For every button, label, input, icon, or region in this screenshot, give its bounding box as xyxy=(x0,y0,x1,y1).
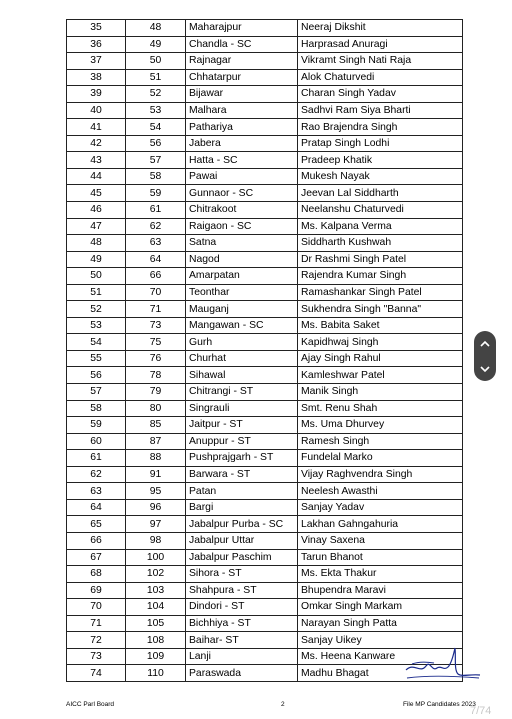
constituency-number-cell: 91 xyxy=(126,466,186,483)
serial-number-cell: 60 xyxy=(67,433,126,450)
constituency-name-cell: Pushprajgarh - ST xyxy=(186,450,298,467)
candidate-name-cell: Neeraj Dikshit xyxy=(298,20,463,37)
constituency-number-cell: 87 xyxy=(126,433,186,450)
constituency-number-cell: 61 xyxy=(126,202,186,219)
serial-number-cell: 52 xyxy=(67,301,126,318)
serial-number-cell: 71 xyxy=(67,615,126,632)
constituency-number-cell: 110 xyxy=(126,665,186,682)
serial-number-cell: 65 xyxy=(67,516,126,533)
serial-number-cell: 47 xyxy=(67,218,126,235)
constituency-name-cell: Jabera xyxy=(186,135,298,152)
constituency-name-cell: Amarpatan xyxy=(186,268,298,285)
constituency-name-cell: Chandla - SC xyxy=(186,36,298,53)
table-row xyxy=(67,36,463,53)
table-row xyxy=(67,450,463,467)
constituency-name-cell: Maharajpur xyxy=(186,20,298,37)
serial-number-cell: 35 xyxy=(67,20,126,37)
constituency-name-cell: Teonthar xyxy=(186,284,298,301)
constituency-number-cell: 79 xyxy=(126,384,186,401)
table-row xyxy=(67,433,463,450)
serial-number-cell: 73 xyxy=(67,648,126,665)
constituency-name-cell: Jabalpur Purba - SC xyxy=(186,516,298,533)
table-row xyxy=(67,350,463,367)
serial-number-cell: 63 xyxy=(67,483,126,500)
constituency-number-cell: 62 xyxy=(126,218,186,235)
table-row xyxy=(67,202,463,219)
constituency-name-cell: Anuppur - ST xyxy=(186,433,298,450)
constituency-number-cell: 102 xyxy=(126,566,186,583)
candidate-name-cell: Mukesh Nayak xyxy=(298,168,463,185)
constituency-number-cell: 54 xyxy=(126,119,186,136)
constituency-number-cell: 95 xyxy=(126,483,186,500)
serial-number-cell: 50 xyxy=(67,268,126,285)
constituency-name-cell: Churhat xyxy=(186,350,298,367)
candidate-name-cell: Manik Singh xyxy=(298,384,463,401)
constituency-number-cell: 105 xyxy=(126,615,186,632)
constituency-name-cell: Jabalpur Uttar xyxy=(186,532,298,549)
constituency-name-cell: Sihawal xyxy=(186,367,298,384)
constituency-name-cell: Nagod xyxy=(186,251,298,268)
table-row xyxy=(67,334,463,351)
table-row xyxy=(67,400,463,417)
page-scroll-widget xyxy=(474,331,496,381)
table-row xyxy=(67,152,463,169)
constituency-number-cell: 108 xyxy=(126,632,186,649)
serial-number-cell: 45 xyxy=(67,185,126,202)
serial-number-cell: 59 xyxy=(67,417,126,434)
constituency-name-cell: Raigaon - SC xyxy=(186,218,298,235)
serial-number-cell: 67 xyxy=(67,549,126,566)
candidate-name-cell: Neelanshu Chaturvedi xyxy=(298,202,463,219)
serial-number-cell: 70 xyxy=(67,599,126,616)
table-row xyxy=(67,251,463,268)
constituency-number-cell: 64 xyxy=(126,251,186,268)
candidate-name-cell: Sukhendra Singh "Banna" xyxy=(298,301,463,318)
candidate-name-cell: Harprasad Anuragi xyxy=(298,36,463,53)
table-row xyxy=(67,185,463,202)
candidate-name-cell: Tarun Bhanot xyxy=(298,549,463,566)
table-row xyxy=(67,284,463,301)
candidates-table xyxy=(66,19,463,682)
chevron-up-icon xyxy=(480,340,490,348)
constituency-number-cell: 48 xyxy=(126,20,186,37)
constituency-number-cell: 100 xyxy=(126,549,186,566)
serial-number-cell: 41 xyxy=(67,119,126,136)
constituency-name-cell: Patan xyxy=(186,483,298,500)
serial-number-cell: 72 xyxy=(67,632,126,649)
constituency-number-cell: 66 xyxy=(126,268,186,285)
serial-number-cell: 61 xyxy=(67,450,126,467)
table-row xyxy=(67,119,463,136)
serial-number-cell: 53 xyxy=(67,317,126,334)
table-row xyxy=(67,582,463,599)
serial-number-cell: 66 xyxy=(67,532,126,549)
constituency-name-cell: Mangawan - SC xyxy=(186,317,298,334)
serial-number-cell: 37 xyxy=(67,53,126,70)
serial-number-cell: 62 xyxy=(67,466,126,483)
constituency-number-cell: 88 xyxy=(126,450,186,467)
constituency-name-cell: Barwara - ST xyxy=(186,466,298,483)
candidate-name-cell: Ms. Heena Kanware xyxy=(298,648,463,665)
constituency-number-cell: 52 xyxy=(126,86,186,103)
serial-number-cell: 74 xyxy=(67,665,126,682)
scroll-down-button[interactable] xyxy=(474,356,496,381)
table-row xyxy=(67,483,463,500)
candidate-name-cell: Ms. Kalpana Verma xyxy=(298,218,463,235)
constituency-number-cell: 104 xyxy=(126,599,186,616)
constituency-name-cell: Paraswada xyxy=(186,665,298,682)
candidate-name-cell: Vinay Saxena xyxy=(298,532,463,549)
table-row xyxy=(67,566,463,583)
constituency-number-cell: 96 xyxy=(126,499,186,516)
constituency-number-cell: 49 xyxy=(126,36,186,53)
constituency-name-cell: Chhatarpur xyxy=(186,69,298,86)
table-row xyxy=(67,317,463,334)
constituency-number-cell: 76 xyxy=(126,350,186,367)
serial-number-cell: 39 xyxy=(67,86,126,103)
table-row xyxy=(67,417,463,434)
constituency-number-cell: 57 xyxy=(126,152,186,169)
candidate-name-cell: Rao Brajendra Singh xyxy=(298,119,463,136)
candidate-name-cell: Pratap Singh Lodhi xyxy=(298,135,463,152)
constituency-name-cell: Bichhiya - ST xyxy=(186,615,298,632)
constituency-name-cell: Bijawar xyxy=(186,86,298,103)
serial-number-cell: 68 xyxy=(67,566,126,583)
constituency-number-cell: 56 xyxy=(126,135,186,152)
table-row xyxy=(67,615,463,632)
page-counter: 7/74 xyxy=(470,705,492,717)
serial-number-cell: 58 xyxy=(67,400,126,417)
table-row xyxy=(67,367,463,384)
signature-icon xyxy=(404,644,482,682)
candidates-table-body xyxy=(67,20,463,682)
serial-number-cell: 64 xyxy=(67,499,126,516)
constituency-name-cell: Sihora - ST xyxy=(186,566,298,583)
table-row xyxy=(67,20,463,37)
table-row xyxy=(67,235,463,252)
constituency-name-cell: Chitrangi - ST xyxy=(186,384,298,401)
constituency-number-cell: 51 xyxy=(126,69,186,86)
constituency-number-cell: 85 xyxy=(126,417,186,434)
constituency-number-cell: 58 xyxy=(126,168,186,185)
serial-number-cell: 44 xyxy=(67,168,126,185)
table-row xyxy=(67,499,463,516)
constituency-name-cell: Pawai xyxy=(186,168,298,185)
candidate-name-cell: Vikramt Singh Nati Raja xyxy=(298,53,463,70)
serial-number-cell: 57 xyxy=(67,384,126,401)
constituency-name-cell: Lanji xyxy=(186,648,298,665)
serial-number-cell: 43 xyxy=(67,152,126,169)
table-row xyxy=(67,301,463,318)
table-row xyxy=(67,135,463,152)
constituency-number-cell: 59 xyxy=(126,185,186,202)
table-row xyxy=(67,532,463,549)
candidate-name-cell: Sadhvi Ram Siya Bharti xyxy=(298,102,463,119)
serial-number-cell: 36 xyxy=(67,36,126,53)
candidate-name-cell: Charan Singh Yadav xyxy=(298,86,463,103)
candidate-name-cell: Fundelal Marko xyxy=(298,450,463,467)
table-row xyxy=(67,218,463,235)
constituency-number-cell: 70 xyxy=(126,284,186,301)
table-row xyxy=(67,53,463,70)
serial-number-cell: 42 xyxy=(67,135,126,152)
constituency-number-cell: 63 xyxy=(126,235,186,252)
candidate-name-cell: Madhu Bhagat xyxy=(298,665,463,682)
candidate-name-cell: Siddharth Kushwah xyxy=(298,235,463,252)
candidate-name-cell: Ramashankar Singh Patel xyxy=(298,284,463,301)
candidate-name-cell: Vijay Raghvendra Singh xyxy=(298,466,463,483)
constituency-name-cell: Jabalpur Paschim xyxy=(186,549,298,566)
table-row xyxy=(67,69,463,86)
constituency-name-cell: Jaitpur - ST xyxy=(186,417,298,434)
candidate-name-cell: Ms. Babita Saket xyxy=(298,317,463,334)
constituency-number-cell: 73 xyxy=(126,317,186,334)
constituency-number-cell: 80 xyxy=(126,400,186,417)
constituency-number-cell: 53 xyxy=(126,102,186,119)
constituency-name-cell: Baihar- ST xyxy=(186,632,298,649)
scroll-up-button[interactable] xyxy=(474,331,496,356)
constituency-number-cell: 71 xyxy=(126,301,186,318)
serial-number-cell: 38 xyxy=(67,69,126,86)
constituency-name-cell: Shahpura - ST xyxy=(186,582,298,599)
constituency-name-cell: Gunnaor - SC xyxy=(186,185,298,202)
constituency-name-cell: Malhara xyxy=(186,102,298,119)
candidate-name-cell: Alok Chaturvedi xyxy=(298,69,463,86)
footer-right: File MP Candidates 2023 xyxy=(403,701,476,708)
candidate-name-cell: Jeevan Lal Siddharth xyxy=(298,185,463,202)
candidate-name-cell: Neelesh Awasthi xyxy=(298,483,463,500)
table-row xyxy=(67,516,463,533)
candidate-name-cell: Narayan Singh Patta xyxy=(298,615,463,632)
table-row xyxy=(67,549,463,566)
candidate-name-cell: Ms. Uma Dhurvey xyxy=(298,417,463,434)
constituency-number-cell: 97 xyxy=(126,516,186,533)
footer-left: AICC Parl Board xyxy=(66,701,115,708)
constituency-name-cell: Chitrakoot xyxy=(186,202,298,219)
constituency-number-cell: 78 xyxy=(126,367,186,384)
constituency-number-cell: 98 xyxy=(126,532,186,549)
candidate-name-cell: Sanjay Yadav xyxy=(298,499,463,516)
chevron-down-icon xyxy=(480,365,490,373)
table-row xyxy=(67,86,463,103)
serial-number-cell: 49 xyxy=(67,251,126,268)
constituency-name-cell: Singrauli xyxy=(186,400,298,417)
constituency-name-cell: Rajnagar xyxy=(186,53,298,70)
candidate-name-cell: Ms. Ekta Thakur xyxy=(298,566,463,583)
candidate-name-cell: Lakhan Gahngahuria xyxy=(298,516,463,533)
table-row xyxy=(67,102,463,119)
serial-number-cell: 46 xyxy=(67,202,126,219)
constituency-name-cell: Mauganj xyxy=(186,301,298,318)
serial-number-cell: 40 xyxy=(67,102,126,119)
serial-number-cell: 48 xyxy=(67,235,126,252)
candidate-name-cell: Smt. Renu Shah xyxy=(298,400,463,417)
candidate-name-cell: Kamleshwar Patel xyxy=(298,367,463,384)
candidate-name-cell: Dr Rashmi Singh Patel xyxy=(298,251,463,268)
serial-number-cell: 51 xyxy=(67,284,126,301)
serial-number-cell: 55 xyxy=(67,350,126,367)
constituency-name-cell: Satna xyxy=(186,235,298,252)
footer-page-number: 2 xyxy=(281,701,285,708)
candidate-name-cell: Rajendra Kumar Singh xyxy=(298,268,463,285)
candidate-name-cell: Omkar Singh Markam xyxy=(298,599,463,616)
candidate-name-cell: Ajay Singh Rahul xyxy=(298,350,463,367)
constituency-name-cell: Pathariya xyxy=(186,119,298,136)
candidate-name-cell: Ramesh Singh xyxy=(298,433,463,450)
table-row xyxy=(67,466,463,483)
candidate-name-cell: Bhupendra Maravi xyxy=(298,582,463,599)
serial-number-cell: 69 xyxy=(67,582,126,599)
constituency-name-cell: Bargi xyxy=(186,499,298,516)
constituency-name-cell: Hatta - SC xyxy=(186,152,298,169)
constituency-number-cell: 109 xyxy=(126,648,186,665)
constituency-number-cell: 103 xyxy=(126,582,186,599)
serial-number-cell: 56 xyxy=(67,367,126,384)
serial-number-cell: 54 xyxy=(67,334,126,351)
constituency-name-cell: Gurh xyxy=(186,334,298,351)
constituency-number-cell: 50 xyxy=(126,53,186,70)
table-row xyxy=(67,168,463,185)
table-row xyxy=(67,268,463,285)
candidate-name-cell: Sanjay Uikey xyxy=(298,632,463,649)
table-row xyxy=(67,384,463,401)
candidate-name-cell: Pradeep Khatik xyxy=(298,152,463,169)
table-row xyxy=(67,599,463,616)
constituency-number-cell: 75 xyxy=(126,334,186,351)
constituency-name-cell: Dindori - ST xyxy=(186,599,298,616)
candidate-name-cell: Kapidhwaj Singh xyxy=(298,334,463,351)
